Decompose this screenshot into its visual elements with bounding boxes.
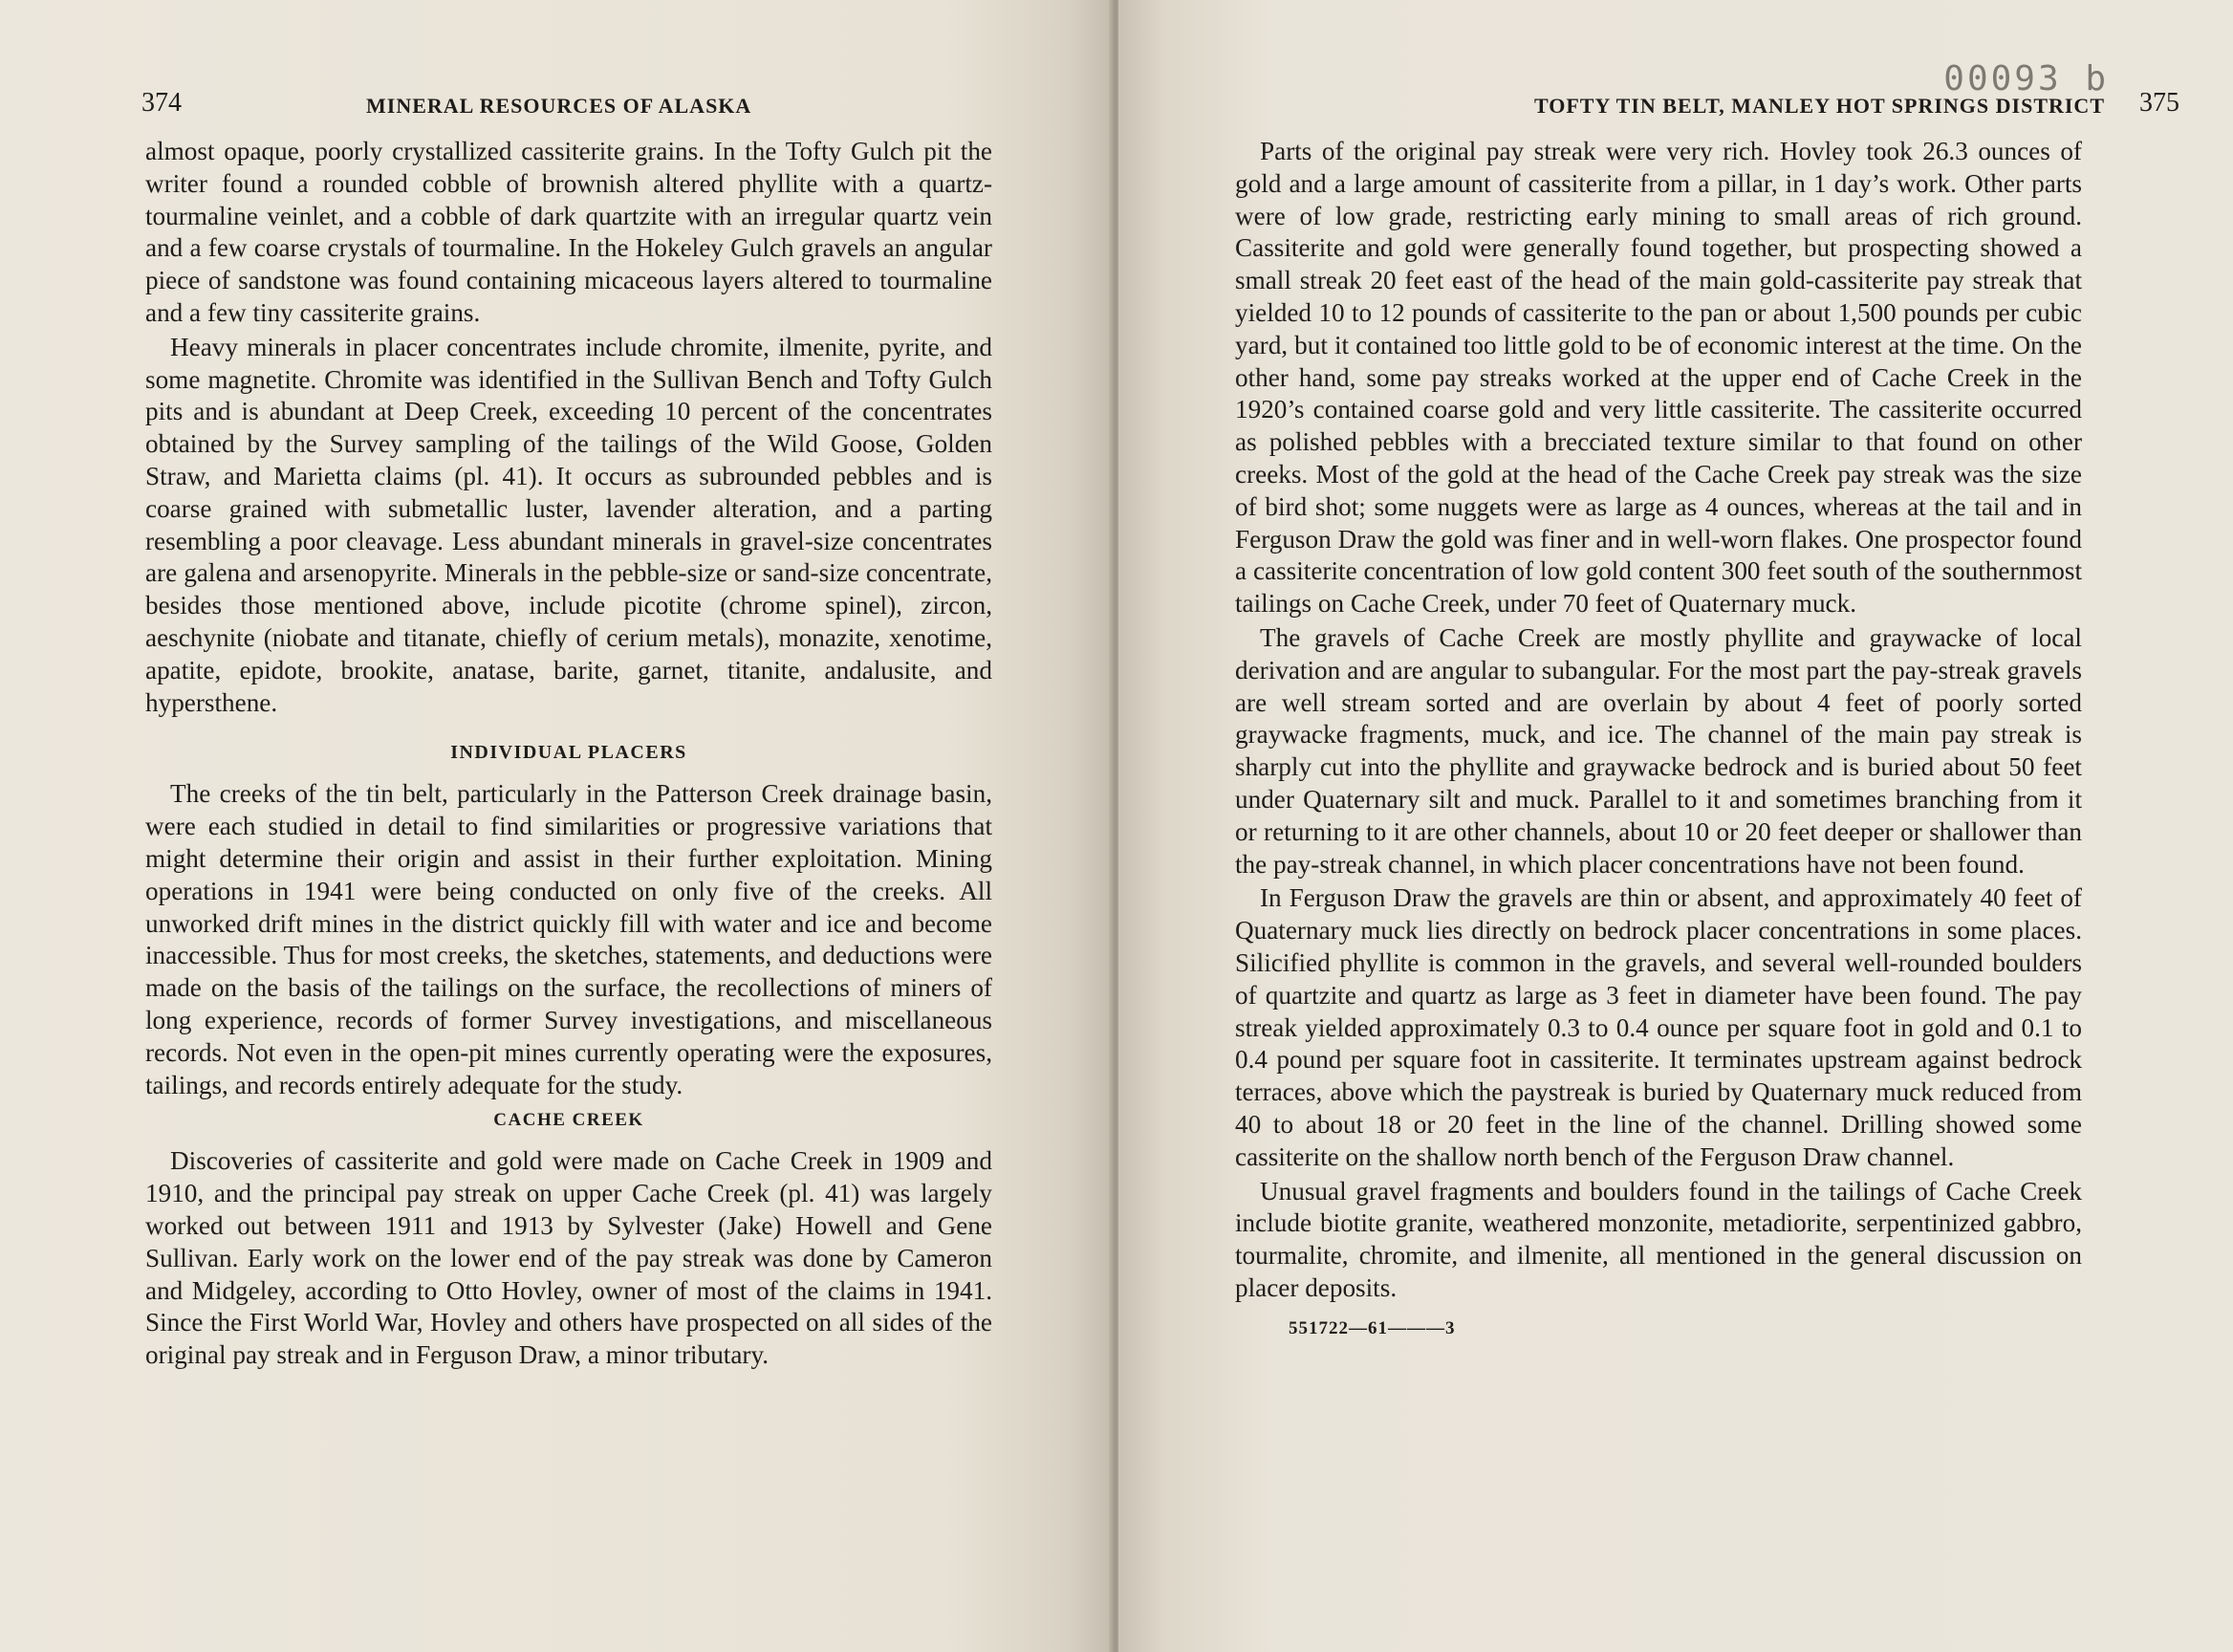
paragraph: Unusual gravel fragments and boulders found in the tailings of Cache Creek include biotite granite, weathered monzonite, metadiorite, serpentinized gabbro, tourmalite, chromite, and ilmenite, all mentioned in the general discussion on placer deposits. xyxy=(1235,1176,2082,1302)
paragraph: In Ferguson Draw the gravels are thin or absent, and approximately 40 feet of Quaternary muck lies directly on bedrock placer concentrations in some places. Silicified phyllite is common in the gravels, and several well-rounded boulders of quartzite and quartz as large as 3 feet in diameter have been found. The pay streak yielded approximately 0.3 to 0.4 ounce per square foot in gold and 0.1 to 0.4 pound per square foot in cassiterite. It terminates upstream against bedrock terraces, above which the paystreak is buried by Quaternary muck reduced from 40 to about 18 or 20 feet in the line of the channel. Drilling showed some cassiterite on the shallow north bench of the Ferguson Draw channel. xyxy=(1235,883,2082,1171)
subsection-heading: CACHE CREEK xyxy=(493,1110,644,1131)
archive-stamp: 00093 b xyxy=(1943,59,2109,98)
right-text-column xyxy=(1235,136,2082,1344)
print-code: 551722—61———3 xyxy=(1289,1317,1456,1338)
page-number-right: 375 xyxy=(2139,88,2179,118)
paragraph: The gravels of Cache Creek are mostly phyllite and graywacke of local derivation and are angular to subangular. For the most part the pay-streak gravels are well stream sorted and are overlain by about 4 feet of poorly sorted graywacke fragments, muck, and ice. The channel of the main pay streak is sharply cut into the phyllite and graywacke bedrock and is buried about 50 feet under Quaternary silt and muck. Parallel to it and sometimes branching from it or returning to it are other channels, about 10 or 20 feet deeper or shallower than the pay-streak channel, in which placer concentrations have not been found. xyxy=(1235,622,2082,879)
page-number-left: 374 xyxy=(141,88,182,118)
section-heading: INDIVIDUAL PLACERS xyxy=(450,742,687,764)
running-head-left xyxy=(141,88,992,126)
paragraph: Heavy minerals in placer concentrates include chromite, ilmenite, pyrite, and some magnetite. Chromite was identified in the Sullivan Bench and Tofty Gulch pits and is abundant at Deep Creek, exceeding 10 percent of the concentrates obtained by the Survey sampling of the tailings of the Wild Goose, Golden Straw, and Marietta claims (pl. 41). It occurs as subrounded pebbles and is coarse grained with submetallic luster, lavender alteration, and a parting resembling a poor cleavage. Less abundant minerals in gravel-size concentrates are galena and arsenopyrite. Minerals in the pebble-size or sand-size concentrate, besides those mentioned above, include picotite (chrome spinel), zircon, aeschynite (niobate and titanate, chiefly of cerium metals), monazite, xenotime, apatite, epidote, brookite, anatase, barite, garnet, titanite, andalusite, and hypersthene. xyxy=(145,332,992,717)
paragraph: Discoveries of cassiterite and gold were made on Cache Creek in 1909 and 1910, and the principal pay streak on upper Cache Creek (pl. 41) was largely worked out between 1911 and 1913 by Sylvester (Jake) Howell and Gene Sullivan. Early work on the lower end of the pay streak was done by Cameron and Midgeley, according to Otto Hovley, owner of most of the claims in 1941. Since the First World War, Hovley and others have prospected on all sides of the original pay streak and in Ferguson Draw, a minor tributary. xyxy=(145,1146,992,1370)
running-head-title-right: TOFTY TIN BELT, MANLEY HOT SPRINGS DISTRICT xyxy=(1533,94,2105,118)
left-page xyxy=(0,0,1113,1652)
paragraph: Parts of the original pay streak were very rich. Hovley took 26.3 ounces of gold and a large amount of cassiterite from a pillar, in 1 day’s work. Other parts were of low grade, restricting early mining to small areas of rich ground. Cassiterite and gold were generally found together, but prospecting showed a small streak 20 feet east of the head of the main gold-cassiterite pay streak that yielded 10 to 12 pounds of cassiterite to the pan or about 1,500 pounds per cubic yard, but it contained too little gold to be of economic interest at the time. On the other hand, some pay streaks worked at the upper end of Cache Creek in the 1920’s contained coarse gold and very little cassiterite. The cassiterite occurred as polished pebbles with a brecciated texture similar to that found on other creeks. Most of the gold at the head of the Cache Creek pay streak was the size of bird shot; some nuggets were as large as 4 ounces, whereas at the tail and in Ferguson Draw the gold was finer and in well-worn flakes. One prospector found a cassiterite concentration of low gold content 300 feet south of the southernmost tailings on Cache Creek, under 70 feet of Quaternary muck. xyxy=(1235,137,2082,619)
right-page xyxy=(1118,0,2233,1652)
paragraph: The creeks of the tin belt, particularly in the Patterson Creek drainage basin, were each studied in detail to find similarities or progressive variations that might determine their origin and assist in their further exploitation. Mining operations in 1941 were being conducted on only five of the creeks. All unworked drift mines in the district quickly fill with water and ice and become inaccessible. Thus for most creeks, the sketches, statements, and deductions were made on the basis of the tailings on the surface, the recollections of miners of long experience, records of former Survey investigations, and miscellaneous records. Not even in the open-pit mines currently operating were the exposures, tailings, and records entirely adequate for the study. xyxy=(145,779,992,1099)
paragraph: almost opaque, poorly crystallized cassiterite grains. In the Tofty Gulch pit the writer found a rounded cobble of brownish altered phyllite with a quartz-tourmaline veinlet, and a cobble of dark quartzite with an irregular quartz vein and a few coarse crystals of tourmaline. In the Hokeley Gulch gravels an angular piece of sandstone was found containing micaceous layers altered to tourmaline and a few tiny cassiterite grains. xyxy=(145,137,992,327)
running-head-right xyxy=(1224,88,2179,126)
running-head-title-left: MINERAL RESOURCES OF ALASKA xyxy=(366,94,752,118)
left-text-column xyxy=(145,136,992,1372)
